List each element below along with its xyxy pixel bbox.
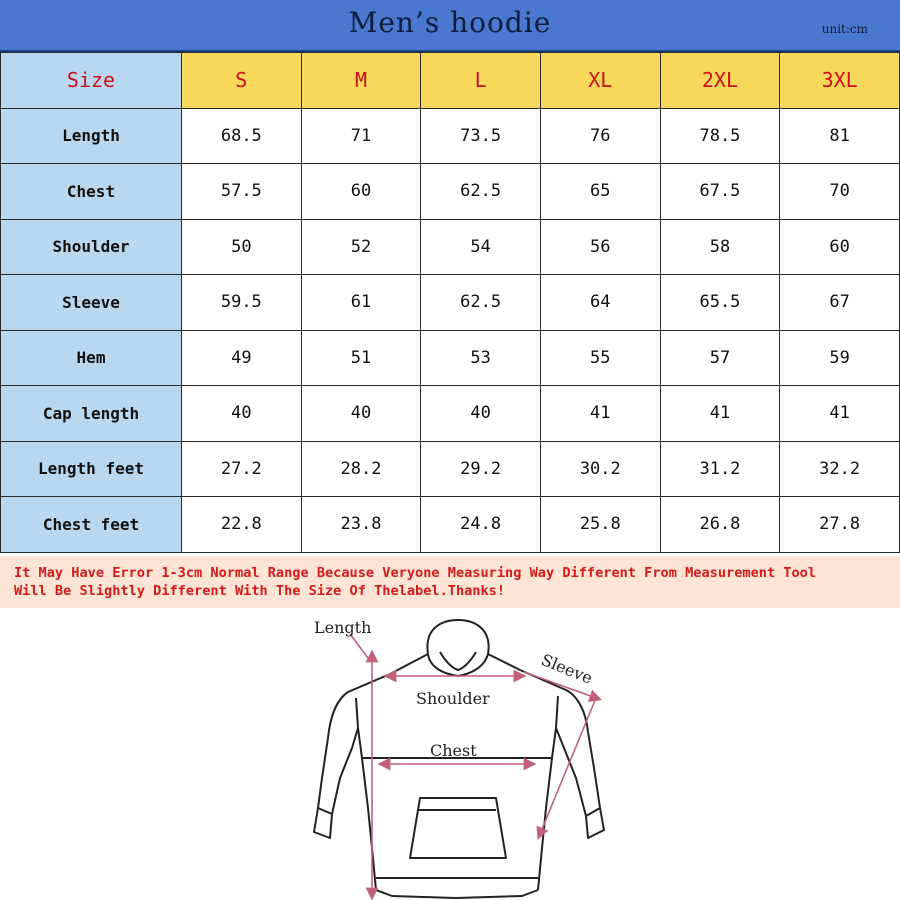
table-cell: 65: [540, 164, 660, 220]
table-cell: 49: [182, 330, 302, 386]
table-cell: 23.8: [301, 497, 421, 553]
row-label: Cap length: [1, 386, 182, 442]
table-cell: 31.2: [660, 441, 780, 497]
notice-line-1: It May Have Error 1-3cm Normal Range Because Veryone Measuring Way Different From Measurement Tool: [14, 565, 817, 581]
table-cell: 51: [301, 330, 421, 386]
row-label: Sleeve: [1, 275, 182, 331]
table-cell: 40: [421, 386, 541, 442]
table-cell: 29.2: [421, 441, 541, 497]
table-cell: 62.5: [421, 164, 541, 220]
title-bar: [0, 0, 900, 52]
size-header-m: M: [301, 53, 421, 109]
table-row: [1, 219, 900, 275]
notice-line-2: Will Be Slightly Different With The Size Of Thelabel.Thanks!: [14, 583, 506, 599]
table-cell: 53: [421, 330, 541, 386]
table-row: [1, 330, 900, 386]
table-cell: 67.5: [660, 164, 780, 220]
table-cell: 60: [780, 219, 900, 275]
unit-label: unit:cm: [821, 22, 868, 36]
table-cell: 68.5: [182, 108, 302, 164]
table-cell: 64: [540, 275, 660, 331]
row-label: Shoulder: [1, 219, 182, 275]
table-cell: 32.2: [780, 441, 900, 497]
table-cell: 41: [540, 386, 660, 442]
table-cell: 65.5: [660, 275, 780, 331]
size-header-2xl: 2XL: [660, 53, 780, 109]
table-cell: 30.2: [540, 441, 660, 497]
table-cell: 52: [301, 219, 421, 275]
shoulder-label: Shoulder: [416, 689, 490, 708]
table-cell: 27.8: [780, 497, 900, 553]
row-label: Length feet: [1, 441, 182, 497]
row-label: Length: [1, 108, 182, 164]
table-row: [1, 164, 900, 220]
length-label: Length: [314, 618, 372, 637]
size-header-3xl: 3XL: [780, 53, 900, 109]
row-label: Hem: [1, 330, 182, 386]
table-cell: 27.2: [182, 441, 302, 497]
table-cell: 62.5: [421, 275, 541, 331]
table-cell: 40: [301, 386, 421, 442]
table-row: [1, 108, 900, 164]
table-row: [1, 497, 900, 553]
sleeve-label: Sleeve: [538, 650, 596, 688]
hoodie-measurement-diagram: [0, 608, 900, 900]
table-cell: 50: [182, 219, 302, 275]
table-cell: 56: [540, 219, 660, 275]
table-cell: 59.5: [182, 275, 302, 331]
size-header-s: S: [182, 53, 302, 109]
table-cell: 58: [660, 219, 780, 275]
table-cell: 60: [301, 164, 421, 220]
size-header-xl: XL: [540, 53, 660, 109]
size-table: [0, 52, 900, 553]
table-cell: 41: [780, 386, 900, 442]
table-cell: 70: [780, 164, 900, 220]
page-title: Men’s hoodie: [348, 6, 552, 39]
table-row: [1, 275, 900, 331]
size-header-l: L: [421, 53, 541, 109]
table-cell: 55: [540, 330, 660, 386]
table-cell: 78.5: [660, 108, 780, 164]
row-label: Chest feet: [1, 497, 182, 553]
table-cell: 24.8: [421, 497, 541, 553]
measurement-notice: [0, 556, 900, 608]
table-cell: 57: [660, 330, 780, 386]
table-cell: 61: [301, 275, 421, 331]
size-header-label: Size: [1, 53, 182, 109]
table-cell: 73.5: [421, 108, 541, 164]
table-row: [1, 386, 900, 442]
chest-label: Chest: [430, 741, 477, 760]
table-row: [1, 441, 900, 497]
table-cell: 22.8: [182, 497, 302, 553]
table-cell: 26.8: [660, 497, 780, 553]
table-cell: 40: [182, 386, 302, 442]
size-header-row: [1, 53, 900, 109]
row-label: Chest: [1, 164, 182, 220]
table-cell: 71: [301, 108, 421, 164]
table-cell: 76: [540, 108, 660, 164]
table-cell: 28.2: [301, 441, 421, 497]
table-cell: 54: [421, 219, 541, 275]
table-cell: 81: [780, 108, 900, 164]
table-cell: 41: [660, 386, 780, 442]
table-cell: 57.5: [182, 164, 302, 220]
table-cell: 67: [780, 275, 900, 331]
table-cell: 59: [780, 330, 900, 386]
table-cell: 25.8: [540, 497, 660, 553]
